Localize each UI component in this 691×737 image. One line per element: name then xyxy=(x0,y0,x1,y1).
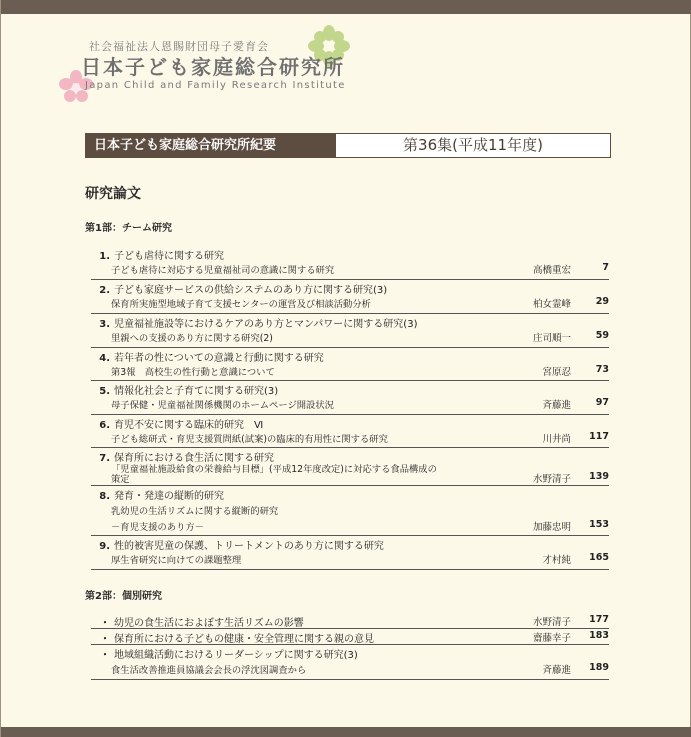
entry-number: 1. xyxy=(99,251,110,262)
entry-title: 情報化社会と子育てに関する研究(3) xyxy=(114,386,279,397)
entry-title: 保育所における食生活に関する研究 xyxy=(114,453,274,464)
toc-entry[interactable] xyxy=(91,628,609,645)
entry-number: 3. xyxy=(99,319,110,330)
entry-title-line xyxy=(93,281,387,296)
logo-english-name: Japan Child and Family Research Institute xyxy=(85,80,346,91)
entry-author: 斉藤進 xyxy=(542,400,571,411)
part2-title: 第2部：個別研究 xyxy=(85,591,162,602)
journal-banner xyxy=(85,133,611,158)
toc-entry[interactable] xyxy=(91,245,609,280)
entry-title: 幼児の食生活におよぼす生活リズムの影響 xyxy=(114,618,304,629)
entry-subtitle: 保育所実施型地域子育て支援センターの運営及び相談活動分析 xyxy=(111,299,371,310)
entry-title: 子ども虐待に関する研究 xyxy=(114,251,224,262)
entry-title: 保育所における子どもの健康・安全管理に関する親の意見 xyxy=(114,634,374,645)
entry-author: 才村純 xyxy=(542,555,571,566)
entry-page-number: 73 xyxy=(595,364,609,375)
entry-title-line xyxy=(93,315,417,330)
bottom-bar xyxy=(1,727,691,737)
toc-entry[interactable] xyxy=(91,347,609,381)
entry-title-line xyxy=(93,630,374,645)
entry-page-number: 165 xyxy=(589,552,609,563)
entry-page-number: 59 xyxy=(595,330,609,341)
entry-page-number: 29 xyxy=(595,296,609,307)
entry-number: ・ xyxy=(100,650,110,661)
entry-subtitle: 子ども総研式・育児支援質問紙(試案)の臨床的有用性に関する研究 xyxy=(111,434,388,445)
logo-organization: 社会福祉法人恩賜財団母子愛育会 xyxy=(89,40,269,53)
entry-number: 9. xyxy=(99,541,110,552)
entry-number: ・ xyxy=(100,618,110,629)
entry-title-line xyxy=(93,614,304,629)
entry-page-number: 177 xyxy=(589,614,609,625)
toc-entry[interactable] xyxy=(91,380,609,415)
entry-author: 川井尚 xyxy=(542,434,571,445)
entry-page-number: 189 xyxy=(589,662,609,673)
entry-title: 若年者の性についての意識と行動に関する研究 xyxy=(114,353,324,364)
entry-author: 水野清子 xyxy=(532,617,571,628)
entry-page-number: 153 xyxy=(589,519,609,530)
entry-page-number: 117 xyxy=(589,431,609,442)
entry-number: ・ xyxy=(100,634,110,645)
entry-title: 児童福祉施設等におけるケアのあり方とマンパワーに関する研究(3) xyxy=(114,319,418,330)
entry-title-line xyxy=(93,416,263,431)
entry-author: 宮原忍 xyxy=(542,367,571,378)
entry-subtitle: 厚生省研究に向けての課題整理 xyxy=(111,555,242,566)
entry-subtitle: 食生活改善推進員協議会会長の浮沈図調査から xyxy=(111,665,307,676)
entry-subtitle-continued: 策定 xyxy=(111,474,130,485)
entry-title: 地域組織活動におけるリーダーシップに関する研究(3) xyxy=(114,650,358,661)
entry-title-line xyxy=(93,646,358,661)
entry-author: 庄司順一 xyxy=(532,333,571,344)
entry-title: 性的被害児童の保護、トリートメントのあり方に関する研究 xyxy=(114,541,384,552)
toc-entry[interactable] xyxy=(91,612,609,629)
entry-number: 8. xyxy=(99,491,110,502)
entry-page-number: 7 xyxy=(602,262,609,273)
entry-title: 育児不安に関する臨床的研究 Ⅵ xyxy=(114,420,264,431)
toc-entry[interactable] xyxy=(91,535,609,570)
entry-title-line xyxy=(93,247,224,262)
entry-subtitle-continued: －育児支援のあり方－ xyxy=(111,522,204,533)
entry-title: 子ども家庭サービスの供給システムのあり方に関する研究(3) xyxy=(114,285,388,296)
entry-page-number: 139 xyxy=(589,471,609,482)
toc-entry[interactable] xyxy=(91,313,609,348)
toc-entry[interactable] xyxy=(91,279,609,314)
entry-number: 5. xyxy=(99,386,110,397)
entry-author: 高橋重宏 xyxy=(532,265,571,276)
entry-subtitle: 「児童福祉施設給食の栄養給与目標」(平成12年度改定)に対応する食品構成の xyxy=(111,464,437,475)
entry-title: 発育・発達の縦断的研究 xyxy=(114,491,224,502)
entry-author: 柏女霊峰 xyxy=(532,299,571,310)
journal-volume: 第36集(平成11年度) xyxy=(403,136,543,154)
toc-entry[interactable] xyxy=(91,414,609,448)
toc-entry[interactable] xyxy=(91,644,609,680)
entry-title-line xyxy=(93,537,384,552)
entry-author: 加藤忠明 xyxy=(532,522,571,533)
entry-subtitle: 母子保健・児童福祉関係機関のホームページ開設状況 xyxy=(111,400,334,411)
entry-number: 2. xyxy=(99,285,110,296)
entry-title-line xyxy=(93,382,278,397)
entry-title-line xyxy=(93,349,324,364)
part1-title: 第1部：チーム研究 xyxy=(85,223,172,234)
entry-subtitle: 里親への支援のあり方に関する研究(2) xyxy=(111,333,273,344)
entry-subtitle: 第3報 高校生の性行動と意識について xyxy=(111,367,275,378)
top-bar xyxy=(1,0,691,14)
entry-page-number: 183 xyxy=(589,630,609,641)
entry-number: 7. xyxy=(99,453,110,464)
entry-number: 4. xyxy=(99,353,110,364)
section-title: 研究論文 xyxy=(85,186,141,202)
toc-entry[interactable] xyxy=(91,447,609,486)
logo-name: 日本子ども家庭総合研究所 xyxy=(81,55,345,79)
entry-author: 齋藤幸子 xyxy=(532,633,571,644)
entry-author: 水野清子 xyxy=(532,474,571,485)
entry-subtitle: 乳幼児の生活リズムに関する縦断的研究 xyxy=(111,506,279,517)
entry-title-line xyxy=(93,487,224,502)
entry-page-number: 97 xyxy=(595,397,609,408)
toc-entry[interactable] xyxy=(91,485,609,536)
journal-title: 日本子ども家庭総合研究所紀要 xyxy=(86,134,336,157)
entry-number: 6. xyxy=(99,420,110,431)
entry-author: 斉藤進 xyxy=(542,665,571,676)
institute-logo[interactable] xyxy=(57,32,357,102)
entry-subtitle: 子ども虐待に対応する児童福祉司の意識に関する研究 xyxy=(111,265,335,276)
